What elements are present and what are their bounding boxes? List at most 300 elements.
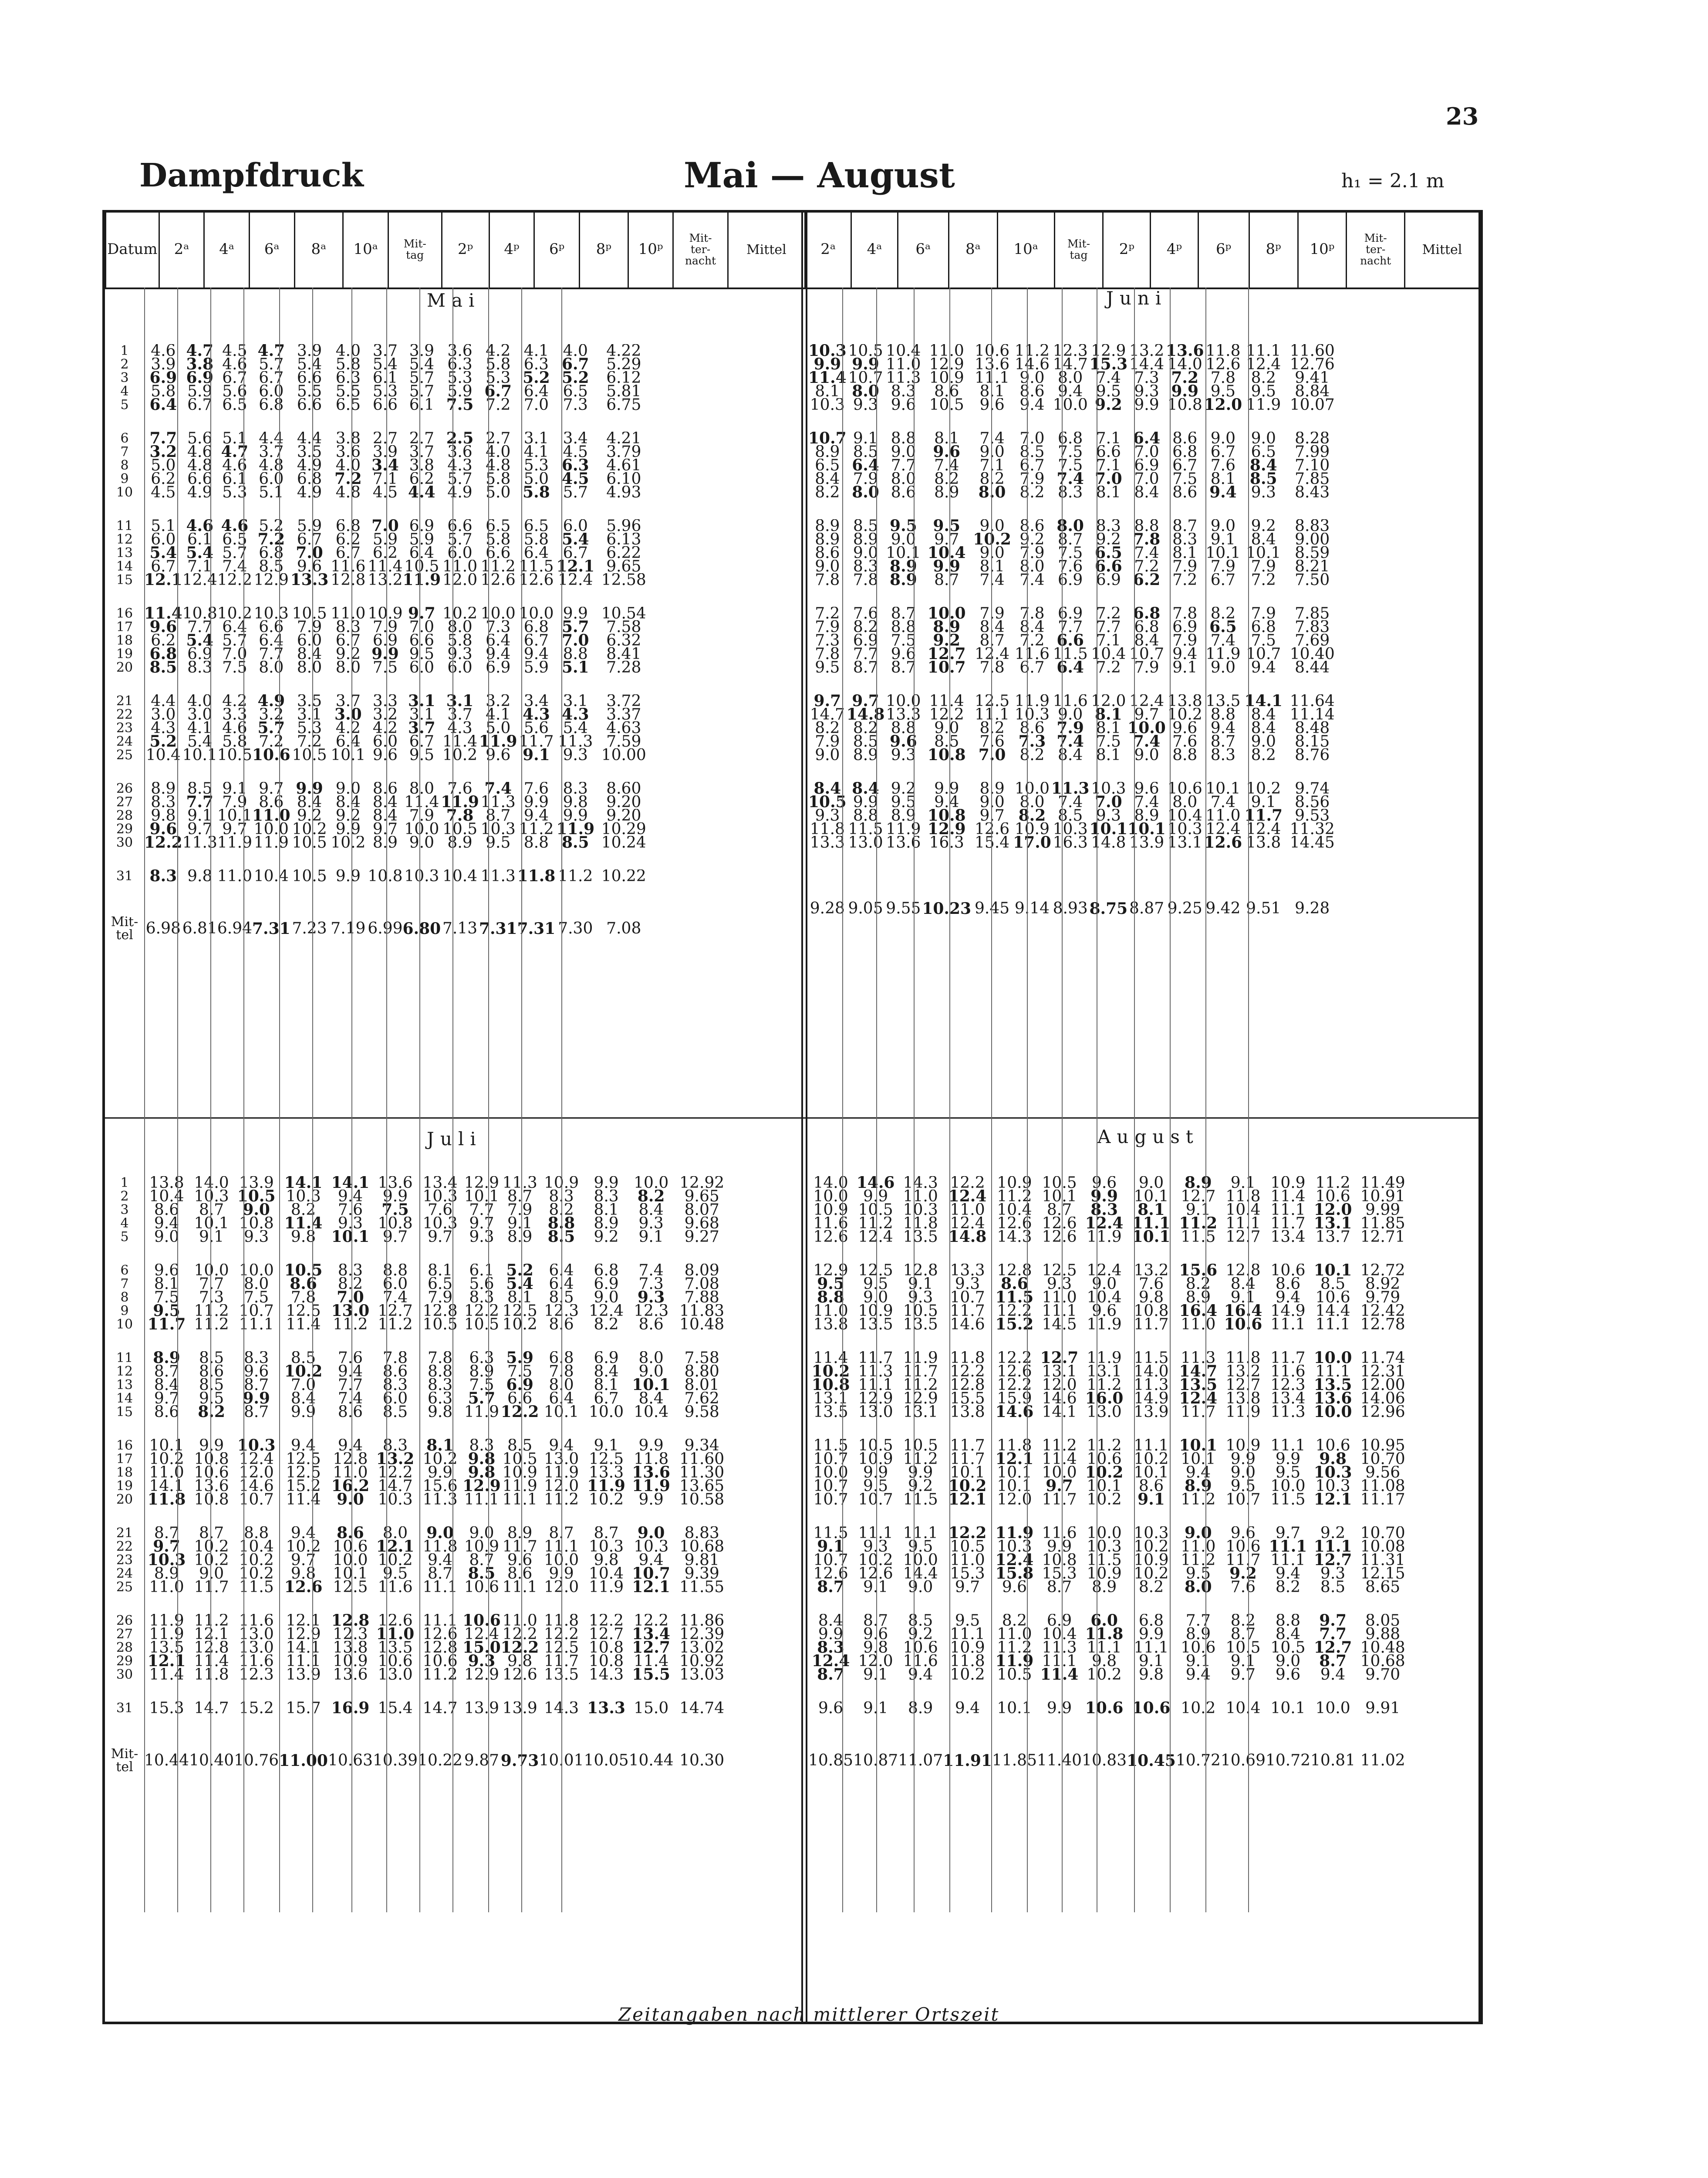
value-cell: 10.2 bbox=[239, 1553, 274, 1567]
value-cell: 7.3 bbox=[815, 634, 840, 647]
daily-mean-cell: 8.07 bbox=[684, 1203, 719, 1217]
value-cell: 9.8 bbox=[1138, 1668, 1164, 1681]
value-cell: 14.4 bbox=[1129, 358, 1165, 371]
value-cell: 12.7 bbox=[1040, 1351, 1079, 1365]
value-cell: 6.4 bbox=[149, 398, 177, 412]
value-cell: 11.6 bbox=[331, 560, 366, 573]
value-cell: 8.1 bbox=[1096, 721, 1121, 735]
value-cell: 12.2 bbox=[144, 836, 182, 849]
value-cell: 10.4 bbox=[997, 1203, 1032, 1217]
value-cell: 14.7 bbox=[1179, 1365, 1218, 1378]
value-cell: 9.2 bbox=[1096, 533, 1121, 546]
table-row bbox=[105, 694, 652, 708]
value-cell: 9.0 bbox=[199, 1567, 224, 1580]
value-cell: 10.5 bbox=[284, 1264, 323, 1277]
daily-mean-cell: 10.08 bbox=[1360, 1540, 1405, 1553]
value-cell: 9.5 bbox=[409, 748, 434, 762]
value-cell: 11.5 bbox=[519, 560, 554, 573]
value-cell: 8.2 bbox=[979, 721, 1005, 735]
value-cell: 9.0 bbox=[979, 546, 1005, 560]
value-cell: 9.7 bbox=[290, 1553, 316, 1567]
value-cell: 9.4 bbox=[1275, 1567, 1301, 1580]
column-rule bbox=[521, 1117, 522, 1912]
value-cell: 11.6 bbox=[378, 1580, 413, 1594]
day-number: 13 bbox=[116, 546, 133, 560]
day-number: 15 bbox=[116, 1405, 133, 1419]
value-cell: 9.3 bbox=[815, 809, 840, 822]
value-cell: 9.3 bbox=[1134, 385, 1159, 398]
day-number: 26 bbox=[116, 782, 133, 795]
value-cell: 12.0 bbox=[858, 1654, 893, 1668]
value-cell: 8.9 bbox=[1185, 1627, 1211, 1641]
value-cell: 11.2 bbox=[1087, 1378, 1122, 1392]
value-cell: 11.1 bbox=[422, 1580, 458, 1594]
value-cell: 13.6 bbox=[886, 836, 921, 849]
value-cell: 10.9 bbox=[1087, 1567, 1122, 1580]
column-rule bbox=[842, 1117, 843, 1912]
daily-mean-cell: 12.78 bbox=[1360, 1318, 1405, 1331]
value-cell: 4.5 bbox=[563, 445, 588, 459]
gap-cell bbox=[105, 1681, 730, 1701]
value-cell: 11.5 bbox=[903, 1493, 938, 1506]
value-cell: 7.0 bbox=[337, 1291, 364, 1304]
table-row bbox=[105, 1405, 730, 1419]
value-cell: 8.2 bbox=[549, 1203, 574, 1217]
value-cell: 4.5 bbox=[222, 344, 247, 358]
value-cell: 11.9 bbox=[1087, 1318, 1122, 1331]
day-number: 20 bbox=[116, 1493, 133, 1506]
value-cell: 9.9 bbox=[335, 869, 361, 883]
value-cell: 8.9 bbox=[447, 836, 473, 849]
value-cell: 9.8 bbox=[151, 809, 176, 822]
value-cell: 7.7 bbox=[1319, 1627, 1347, 1641]
value-cell: 10.5 bbox=[237, 1190, 276, 1203]
value-cell: 9.5 bbox=[891, 795, 916, 809]
value-cell: 8.2 bbox=[853, 620, 878, 634]
value-cell: 9.0 bbox=[426, 1526, 454, 1540]
value-cell: 7.4 bbox=[979, 573, 1005, 587]
value-cell: 10.9 bbox=[464, 1540, 500, 1553]
monthly-mean-cell: 6.81 bbox=[182, 920, 217, 937]
value-cell: 10.5 bbox=[903, 1304, 938, 1318]
value-cell: 9.6 bbox=[863, 1627, 888, 1641]
daily-mean-cell: 9.81 bbox=[684, 1553, 719, 1567]
value-cell: 7.2 bbox=[1019, 634, 1045, 647]
value-cell: 4.2 bbox=[222, 694, 247, 708]
table-row bbox=[808, 1176, 1410, 1190]
value-cell: 11.7 bbox=[950, 1304, 985, 1318]
value-cell: 8.6 bbox=[638, 1318, 664, 1331]
value-cell: 5.5 bbox=[335, 385, 361, 398]
value-cell: 10.0 bbox=[886, 694, 921, 708]
value-cell: 10.1 bbox=[997, 1466, 1032, 1479]
height-note: h₁ = 2.1 m bbox=[1341, 170, 1445, 192]
value-cell: 11.0 bbox=[442, 560, 478, 573]
row-gap bbox=[808, 1331, 1410, 1351]
daily-mean-cell: 8.15 bbox=[1295, 735, 1330, 748]
daily-mean-cell: 7.10 bbox=[1295, 459, 1330, 472]
value-cell: 15.7 bbox=[286, 1701, 321, 1715]
value-cell: 9.4 bbox=[523, 647, 549, 661]
value-cell: 7.2 bbox=[257, 533, 285, 546]
gap-cell bbox=[105, 849, 652, 869]
value-cell: 10.2 bbox=[1134, 1540, 1169, 1553]
column-rule bbox=[452, 287, 453, 1117]
gap-cell bbox=[808, 1681, 1410, 1701]
value-cell: 10.0 bbox=[404, 822, 439, 836]
value-cell: 11.4 bbox=[194, 1654, 229, 1668]
value-cell: 8.1 bbox=[934, 432, 959, 445]
value-cell: 10.7 bbox=[632, 1567, 670, 1580]
value-cell: 8.7 bbox=[863, 1614, 888, 1627]
table-row bbox=[105, 398, 652, 412]
value-cell: 10.4 bbox=[927, 546, 966, 560]
value-cell: 8.2 bbox=[1230, 1614, 1256, 1627]
value-cell: 12.0 bbox=[1204, 398, 1242, 412]
row-gap bbox=[808, 863, 1340, 889]
value-cell: 8.4 bbox=[372, 809, 398, 822]
gap-cell bbox=[105, 1419, 730, 1439]
value-cell: 10.9 bbox=[997, 1176, 1032, 1190]
value-cell: 8.7 bbox=[594, 1526, 619, 1540]
value-cell: 6.5 bbox=[335, 398, 361, 412]
value-cell: 8.6 bbox=[934, 385, 959, 398]
value-cell: 6.6 bbox=[372, 398, 398, 412]
value-cell: 3.2 bbox=[372, 708, 398, 721]
value-cell: 12.3 bbox=[239, 1668, 274, 1681]
daily-mean-cell: 10.00 bbox=[601, 748, 646, 762]
value-cell: 8.9 bbox=[908, 1701, 933, 1715]
value-cell: 6.6 bbox=[187, 472, 213, 486]
value-cell: 6.3 bbox=[469, 1351, 494, 1365]
value-cell: 8.7 bbox=[1319, 1654, 1347, 1668]
table-row bbox=[808, 1654, 1410, 1668]
daily-mean-cell: 6.22 bbox=[606, 546, 641, 560]
column-rule bbox=[949, 287, 950, 1117]
value-cell: 8.5 bbox=[259, 560, 284, 573]
value-cell: 12.0 bbox=[543, 1479, 579, 1493]
value-cell: 11.7 bbox=[1134, 1318, 1169, 1331]
value-cell: 11.9 bbox=[464, 1405, 500, 1419]
value-cell: 11.6 bbox=[1053, 694, 1088, 708]
value-cell: 7.8 bbox=[290, 1291, 316, 1304]
column-rule bbox=[521, 287, 522, 1117]
daily-mean-cell: 12.00 bbox=[1360, 1378, 1405, 1392]
value-cell: 6.7 bbox=[484, 385, 512, 398]
row-gap bbox=[105, 762, 652, 782]
value-cell: 9.8 bbox=[290, 1230, 316, 1244]
value-cell: 10.1 bbox=[1205, 782, 1241, 795]
monthly-mean-cell: 9.45 bbox=[975, 900, 1010, 917]
value-cell: 3.6 bbox=[335, 445, 361, 459]
value-cell: 6.7 bbox=[409, 735, 434, 748]
table-row bbox=[808, 472, 1340, 486]
value-cell: 6.6 bbox=[447, 519, 473, 533]
daily-mean-cell: 8.56 bbox=[1295, 795, 1330, 809]
value-cell: 9.6 bbox=[1002, 1580, 1027, 1594]
table-row bbox=[105, 836, 652, 849]
value-cell: 11.2 bbox=[858, 1217, 893, 1230]
value-cell: 7.4 bbox=[1134, 795, 1159, 809]
value-cell: 12.5 bbox=[858, 1264, 893, 1277]
value-cell: 7.9 bbox=[297, 620, 322, 634]
value-cell: 4.8 bbox=[259, 459, 284, 472]
value-cell: 10.1 bbox=[464, 1190, 500, 1203]
monthly-mean-cell: 10.72 bbox=[1175, 1752, 1221, 1769]
value-cell: 7.9 bbox=[815, 735, 840, 748]
value-cell: 9.5 bbox=[1275, 1466, 1301, 1479]
column-header: 4ᵖ bbox=[1151, 211, 1198, 289]
value-cell: 10.8 bbox=[589, 1654, 624, 1668]
value-cell: 8.4 bbox=[335, 795, 361, 809]
value-cell: 9.7 bbox=[382, 1230, 408, 1244]
value-cell: 14.1 bbox=[331, 1176, 370, 1190]
value-cell: 6.6 bbox=[297, 371, 322, 385]
value-cell: 10.9 bbox=[1270, 1176, 1306, 1190]
value-cell: 13.4 bbox=[632, 1627, 670, 1641]
value-cell: 7.7 bbox=[187, 620, 213, 634]
value-cell: 9.3 bbox=[1046, 1277, 1072, 1291]
value-cell: 8.0 bbox=[244, 1277, 269, 1291]
value-cell: 9.1 bbox=[187, 809, 213, 822]
value-cell: 12.4 bbox=[464, 1627, 500, 1641]
value-cell: 5.6 bbox=[222, 385, 247, 398]
value-cell: 10.4 bbox=[253, 869, 289, 883]
value-cell: 8.8 bbox=[547, 1217, 575, 1230]
value-cell: 11.4 bbox=[144, 607, 182, 620]
day-number: 2 bbox=[120, 1190, 129, 1203]
value-cell: 14.6 bbox=[856, 1176, 895, 1190]
row-gap bbox=[808, 1244, 1410, 1264]
value-cell: 9.3 bbox=[1251, 486, 1276, 499]
value-cell: 6.3 bbox=[447, 358, 473, 371]
value-cell: 5.4 bbox=[186, 546, 214, 560]
value-cell: 8.0 bbox=[1019, 560, 1045, 573]
value-cell: 9.5 bbox=[815, 661, 840, 674]
value-cell: 13.0 bbox=[1087, 1405, 1122, 1419]
value-cell: 10.4 bbox=[145, 748, 181, 762]
table-row bbox=[105, 1526, 730, 1540]
value-cell: 13.8 bbox=[950, 1405, 985, 1419]
monthly-mean-cell: 7.30 bbox=[558, 920, 593, 937]
value-cell: 14.3 bbox=[589, 1668, 624, 1681]
value-cell: 11.5 bbox=[1087, 1553, 1122, 1567]
value-cell: 6.7 bbox=[1019, 459, 1045, 472]
value-cell: 11.8 bbox=[1205, 344, 1241, 358]
value-cell: 10.3 bbox=[808, 344, 847, 358]
value-cell: 13.5 bbox=[378, 1641, 413, 1654]
daily-mean-cell: 8.09 bbox=[684, 1264, 719, 1277]
value-cell: 3.1 bbox=[563, 694, 588, 708]
value-cell: 11.1 bbox=[464, 1493, 500, 1506]
value-cell: 9.6 bbox=[979, 398, 1005, 412]
value-cell: 8.7 bbox=[1230, 1627, 1256, 1641]
value-cell: 9.6 bbox=[818, 1701, 844, 1715]
value-cell: 5.7 bbox=[222, 546, 247, 560]
value-cell: 4.9 bbox=[187, 486, 213, 499]
value-cell: 12.6 bbox=[1042, 1230, 1077, 1244]
value-cell: 8.2 bbox=[1138, 1580, 1164, 1594]
value-cell: 14.9 bbox=[1134, 1392, 1169, 1405]
daily-mean-cell: 9.41 bbox=[1295, 371, 1330, 385]
table-row bbox=[808, 795, 1340, 809]
value-cell: 12.7 bbox=[1225, 1378, 1261, 1392]
value-cell: 13.5 bbox=[1205, 694, 1241, 708]
value-cell: 6.5 bbox=[486, 519, 511, 533]
value-cell: 8.8 bbox=[1134, 519, 1159, 533]
value-cell: 11.0 bbox=[252, 809, 290, 822]
daily-mean-cell: 11.32 bbox=[1289, 822, 1335, 836]
monthly-mean-cell: 8.87 bbox=[1129, 900, 1165, 917]
monthly-mean-cell: 9.28 bbox=[810, 900, 845, 917]
value-cell: 3.1 bbox=[446, 694, 474, 708]
value-cell: 9.7 bbox=[372, 822, 398, 836]
daily-mean-cell: 11.60 bbox=[679, 1452, 725, 1466]
value-cell: 8.9 bbox=[151, 782, 176, 795]
value-cell: 7.3 bbox=[1134, 371, 1159, 385]
day-number: 5 bbox=[120, 1230, 129, 1244]
value-cell: 11.5 bbox=[813, 1439, 848, 1452]
value-cell: 10.7 bbox=[239, 1304, 274, 1318]
value-cell: 11.9 bbox=[543, 1466, 579, 1479]
value-cell: 8.7 bbox=[1046, 1203, 1072, 1217]
value-cell: 13.3 bbox=[886, 708, 921, 721]
column-rule bbox=[1134, 1117, 1135, 1912]
value-cell: 9.5 bbox=[1230, 1479, 1256, 1493]
value-cell: 7.0 bbox=[1134, 472, 1159, 486]
daily-mean-cell: 5.81 bbox=[606, 385, 641, 398]
gap-cell bbox=[808, 1244, 1410, 1264]
value-cell: 8.1 bbox=[1172, 546, 1198, 560]
value-cell: 4.0 bbox=[563, 344, 588, 358]
value-cell: 4.6 bbox=[186, 519, 214, 533]
value-cell: 11.7 bbox=[1181, 1405, 1216, 1419]
value-cell: 6.4 bbox=[523, 546, 549, 560]
value-cell: 13.2 bbox=[1129, 344, 1165, 358]
day-number: 5 bbox=[120, 398, 129, 412]
value-cell: 7.4 bbox=[484, 782, 512, 795]
value-cell: 11.8 bbox=[194, 1668, 229, 1681]
value-cell: 8.6 bbox=[549, 1318, 574, 1331]
value-cell: 10.7 bbox=[858, 1493, 893, 1506]
value-cell: 8.1 bbox=[1210, 472, 1236, 486]
value-cell: 6.4 bbox=[549, 1264, 574, 1277]
value-cell: 6.7 bbox=[1172, 459, 1198, 472]
value-cell: 8.7 bbox=[891, 607, 916, 620]
monthly-mean-cell: 10.40 bbox=[189, 1752, 234, 1769]
gap-cell bbox=[105, 1715, 730, 1741]
value-cell: 10.3 bbox=[422, 1217, 458, 1230]
value-cell: 10.3 bbox=[589, 1540, 624, 1553]
value-cell: 12.2 bbox=[543, 1627, 579, 1641]
table-row bbox=[808, 398, 1340, 412]
value-cell: 7.7 bbox=[1096, 620, 1121, 634]
value-cell: 10.2 bbox=[973, 533, 1011, 546]
value-cell: 6.5 bbox=[222, 533, 247, 546]
value-cell: 8.3 bbox=[853, 560, 878, 573]
value-cell: 8.2 bbox=[979, 472, 1005, 486]
row-gap bbox=[105, 499, 652, 519]
value-cell: 6.0 bbox=[372, 735, 398, 748]
value-cell: 11.2 bbox=[333, 1318, 368, 1331]
value-cell: 6.4 bbox=[409, 546, 434, 560]
value-cell: 9.9 bbox=[908, 1466, 933, 1479]
value-cell: 3.3 bbox=[222, 708, 247, 721]
value-cell: 8.6 bbox=[891, 486, 916, 499]
value-cell: 8.9 bbox=[594, 1217, 619, 1230]
column-header-row bbox=[105, 210, 1480, 289]
value-cell: 10.0 bbox=[1313, 1405, 1352, 1419]
value-cell: 3.9 bbox=[409, 344, 434, 358]
value-cell: 7.5 bbox=[891, 634, 916, 647]
value-cell: 12.6 bbox=[378, 1614, 413, 1627]
value-cell: 12.9 bbox=[858, 1392, 893, 1405]
value-cell: 15.3 bbox=[1042, 1567, 1077, 1580]
value-cell: 11.7 bbox=[858, 1351, 893, 1365]
value-cell: 6.2 bbox=[409, 472, 434, 486]
value-cell: 14.4 bbox=[903, 1567, 938, 1580]
value-cell: 6.6 bbox=[409, 634, 434, 647]
value-cell: 13.6 bbox=[632, 1466, 670, 1479]
column-rule bbox=[177, 287, 178, 1117]
monthly-mean-cell: 6.98 bbox=[145, 920, 181, 937]
value-cell: 8.4 bbox=[297, 647, 322, 661]
day-number: 23 bbox=[116, 721, 133, 735]
value-cell: 10.3 bbox=[1091, 782, 1126, 795]
gap-cell bbox=[105, 499, 652, 519]
value-cell: 11.1 bbox=[1270, 1203, 1306, 1217]
value-cell: 13.2 bbox=[1134, 1264, 1169, 1277]
value-cell: 7.1 bbox=[979, 459, 1005, 472]
value-cell: 13.1 bbox=[813, 1392, 848, 1405]
value-cell: 10.3 bbox=[1087, 1540, 1122, 1553]
value-cell: 10.0 bbox=[813, 1466, 848, 1479]
monthly-mean-cell: 10.23 bbox=[922, 900, 972, 918]
value-cell: 12.0 bbox=[239, 1466, 274, 1479]
day-number: 17 bbox=[116, 1452, 133, 1466]
value-cell: 10.0 bbox=[1014, 782, 1050, 795]
table-row bbox=[808, 1466, 1410, 1479]
value-cell: 9.7 bbox=[154, 1392, 179, 1405]
value-cell: 9.6 bbox=[1091, 1304, 1117, 1318]
value-cell: 6.5 bbox=[427, 1277, 453, 1291]
value-cell: 11.3 bbox=[1051, 782, 1090, 795]
value-cell: 10.3 bbox=[1315, 1479, 1350, 1493]
value-cell: 10.3 bbox=[997, 1540, 1032, 1553]
value-cell: 4.3 bbox=[523, 708, 550, 721]
daily-mean-cell: 9.20 bbox=[606, 809, 641, 822]
table-row bbox=[105, 661, 652, 674]
daily-mean-cell: 3.72 bbox=[606, 694, 641, 708]
value-cell: 7.1 bbox=[1096, 459, 1121, 472]
value-cell: 10.9 bbox=[1225, 1439, 1261, 1452]
value-cell: 7.8 bbox=[1210, 371, 1236, 385]
value-cell: 5.7 bbox=[447, 472, 473, 486]
daily-mean-cell: 10.48 bbox=[1360, 1641, 1405, 1654]
value-cell: 3.5 bbox=[297, 445, 322, 459]
value-cell: 11.8 bbox=[1225, 1351, 1261, 1365]
value-cell: 7.4 bbox=[382, 1291, 408, 1304]
value-cell: 8.7 bbox=[244, 1405, 269, 1419]
daily-mean-cell: 10.70 bbox=[1360, 1526, 1405, 1540]
value-cell: 10.1 bbox=[950, 1466, 985, 1479]
table-row bbox=[808, 1351, 1410, 1365]
value-cell: 14.3 bbox=[997, 1230, 1032, 1244]
value-cell: 10.1 bbox=[1134, 1190, 1169, 1203]
table-row bbox=[808, 836, 1340, 849]
value-cell: 10.8 bbox=[182, 607, 217, 620]
value-cell: 6.7 bbox=[187, 398, 213, 412]
